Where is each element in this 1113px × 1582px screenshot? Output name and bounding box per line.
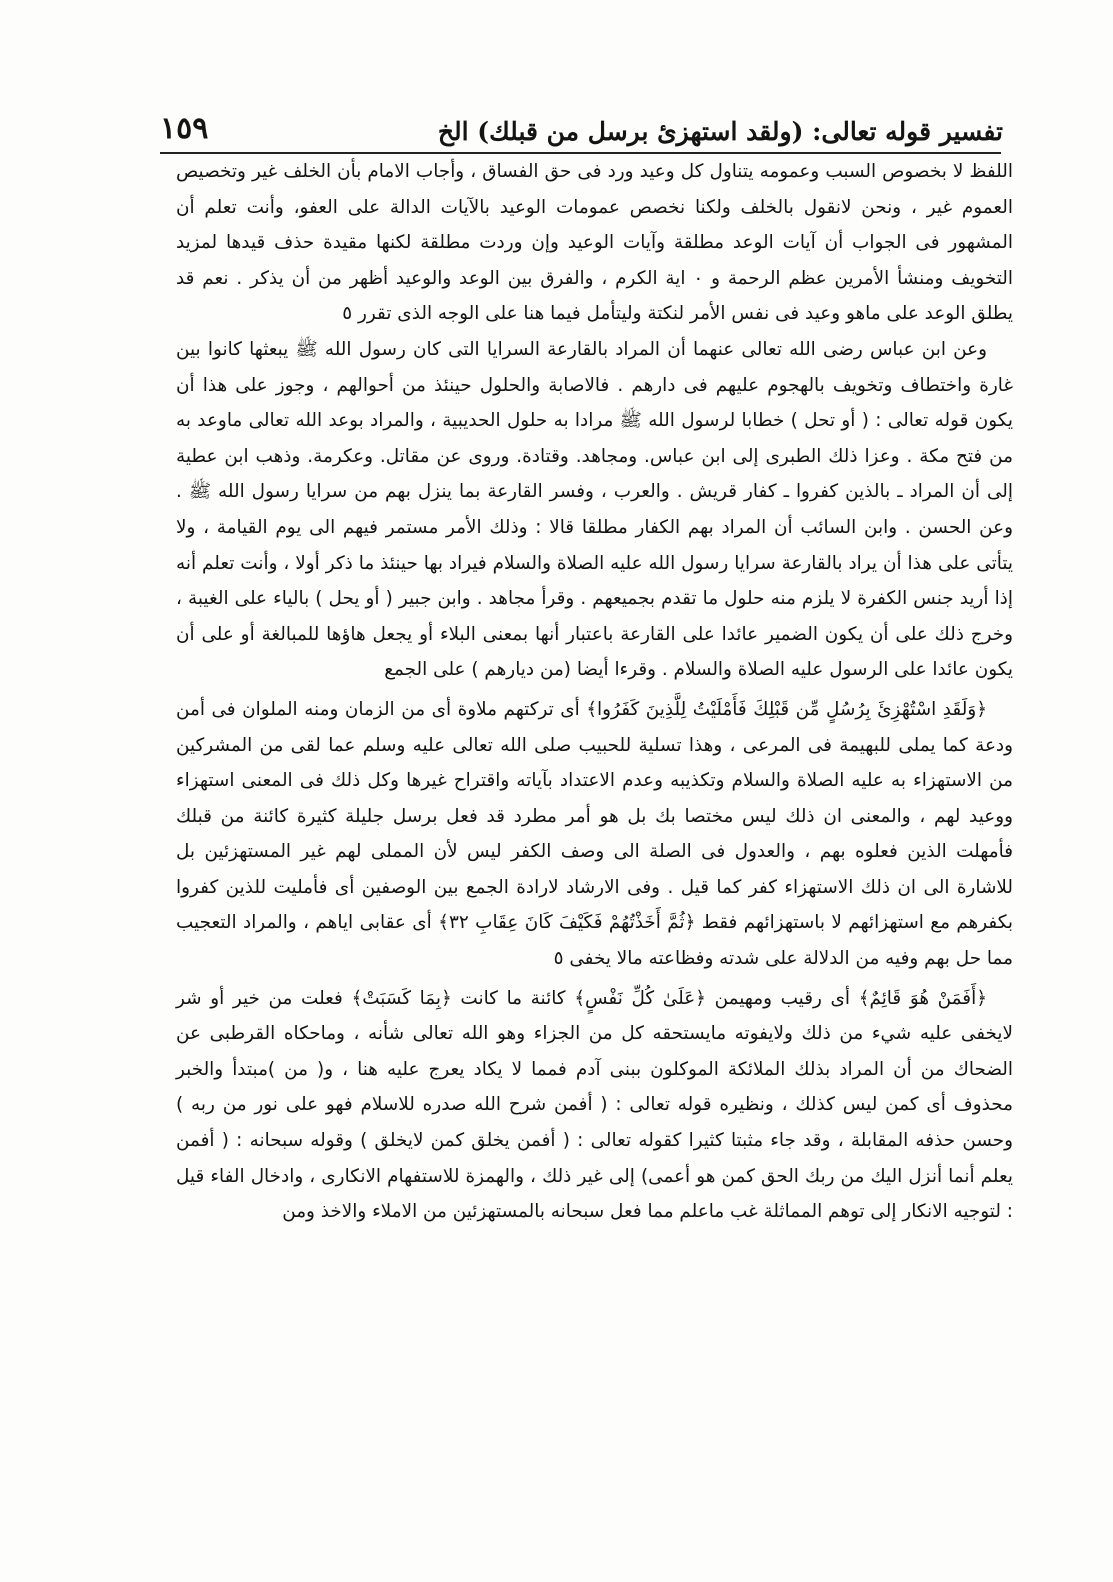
paragraph-verse-33: ﴿أَفَمَنْ هُوَ قَائِمٌ﴾ أى رقيب ومهيمن ﴿عَلَىٰ كُلِّ نَفْسٍ﴾ كائنة ما كانت ﴿بِمَا كَسَبَتْ﴾ فعلت من خير أو شر لايخفى عليه شيء من ذلك ولايفوته مايستحقه كل من الجزاء وهو الله تعالى شأنه ، وماحكاه القرطبى عن الضحاك من أن المراد بذلك الملائكة الموكلون ببنى آدم فمما لا يكاد يعرج عليه هنا ، و( من )مبتدأ والخبر محذوف أى كمن ليس كذلك ، ونظيره قوله تعالى : ( أفمن شرح الله صدره للاسلام فهو على نور من ربه ) وحسن حذفه المقابلة ، وقد جاء مثبتا كثيرا كقوله تعالى : ( أفمن يخلق كمن لايخلق ) وقوله سبحانه : ( أفمن يعلم أنما أنزل اليك من ربك الحق كمن هو أعمى) إلى غير ذلك ، والهمزة للاستفهام الانكارى ، وادخال الفاء قيل : لتوجيه الانكار إلى توهم المماثلة غب ماعلم مما فعل سبحانه بالمستهزئين من الاملاء والاخذ ومن [176,987,1013,1223]
paragraph-continued: اللفظ لا بخصوص السبب وعمومه يتناول كل وعيد ورد فى حق الفساق ، وأجاب الامام بأن الخلف غير وتخصيص العموم غير ، ونحن لانقول بالخلف ولكنا نخصص عمومات الوعيد بالآيات الدالة على العفو، وأنت تعلم أن المشهور فى الجواب أن آيات الوعد مطلقة وآيات الوعيد وإن وردت مطلقة لكنها مقيدة حذف قيدها لمزيد التخويف ومنشأ الأمرين عظم الرحمة و ٠ اية الكرم ، والفرق بين الوعد والوعيد أظهر من أن يذكر . نعم قد يطلق الوعد على ماهو وعيد فى نفس الأمر لنكتة وليتأمل فيما هنا على الوجه الذى تقرر ٥ [176,161,1014,325]
page-header [160,100,1003,146]
paragraph-ibn-abbas: وعن ابن عباس رضى الله تعالى عنهما أن المراد بالقارعة السرايا التى كان رسول الله ﷺ يبعثها كانوا بين غارة واختطاف وتخويف بالهجوم عليهم فى دارهم . فالاصابة والحلول حينئذ من أحوالهم ، وجوز على هذا أن يكون قوله تعالى : ( أو تحل ) خطابا لرسول الله ﷺ مرادا به حلول الحديبية ، والمراد بوعد الله تعالى ماوعد به من فتح مكة . وعزا ذلك الطبرى إلى ابن عباس. ومجاهد. وقتادة. وروى عن مقاتل. وعكرمة. وذهب ابن عطية إلى أن المراد ـ بالذين كفروا ـ كفار قريش . والعرب ، وفسر القارعة بما ينزل بهم من سرايا رسول الله ﷺ . وعن الحسن . وابن السائب أن المراد بهم الكفار مطلقا قالا : وذلك الأمر مستمر فيهم الى يوم القيامة ، ولا يتأتى على هذا أن يراد بالقارعة سرايا رسول الله عليه الصلاة والسلام فيراد بها حينئذ ما ذكر أولا ، وأنت تعلم أنه إذا أريد جنس الكفرة لا يلزم منه حلول ما تقدم بجميعهم . وقرأ مجاهد . وابن جبير ( أو يحل ) بالياء على الغيبة ، وخرج ذلك على أن يكون الضمير عائدا على القارعة باعتبار أنها بمعنى البلاء أو يجعل هاؤها للمبالغة أو على أن يكون عائدا على الرسول عليه الصلاة والسلام . وقرءا أيضا (من ديارهم ) على الجمع [176,338,1013,681]
page-body [176,154,1013,1230]
page-number: ١٥٩ [160,111,209,146]
running-title: تفسير قوله تعالى: (ولقد استهزئ برسل من قبلك) الخ [437,117,1003,146]
paragraph-verse-32: ﴿وَلَقَدِ اسْتُهْزِئَ بِرُسُلٍ مِّن قَبْلِكَ فَأَمْلَيْتُ لِلَّذِينَ كَفَرُوا﴾ أى تركتهم ملاوة أى من الزمان ومنه الملوان فى أمن ودعة كما يملى للبهيمة فى المرعى ، وهذا تسلية للحبيب صلى الله تعالى عليه وسلم عما لقى من المشركين من الاستهزاء به عليه الصلاة والسلام وتكذيبه وعدم الاعتداد بآياته واقتراح غيرها وكل ذلك فى المعنى استهزاء ووعيد لهم ، والمعنى ان ذلك ليس مختصا بك بل هو أمر مطرد قد فعل برسل جليلة كثيرة كائنة من قبلك فأمهلت الذين فعلوه بهم ، والعدول فى الصلة الى وصف الكفر ليس لأن المملى لهم غير المستهزئين بل للاشارة الى ان ذلك الاستهزاء كفر كما قيل . وفى الارشاد لارادة الجمع بين الوصفين أى فأمليت للذين كفروا بكفرهم مع استهزائهم لا باستهزائهم فقط ﴿ثُمَّ أَخَذْتُهُمْ فَكَيْفَ كَانَ عِقَابِ ٣٢﴾ أى عقابى اياهم ، والمراد التعجيب مما حل بهم وفيه من الدلالة على شدته وفظاعته مالا يخفى ٥ [176,698,1013,970]
